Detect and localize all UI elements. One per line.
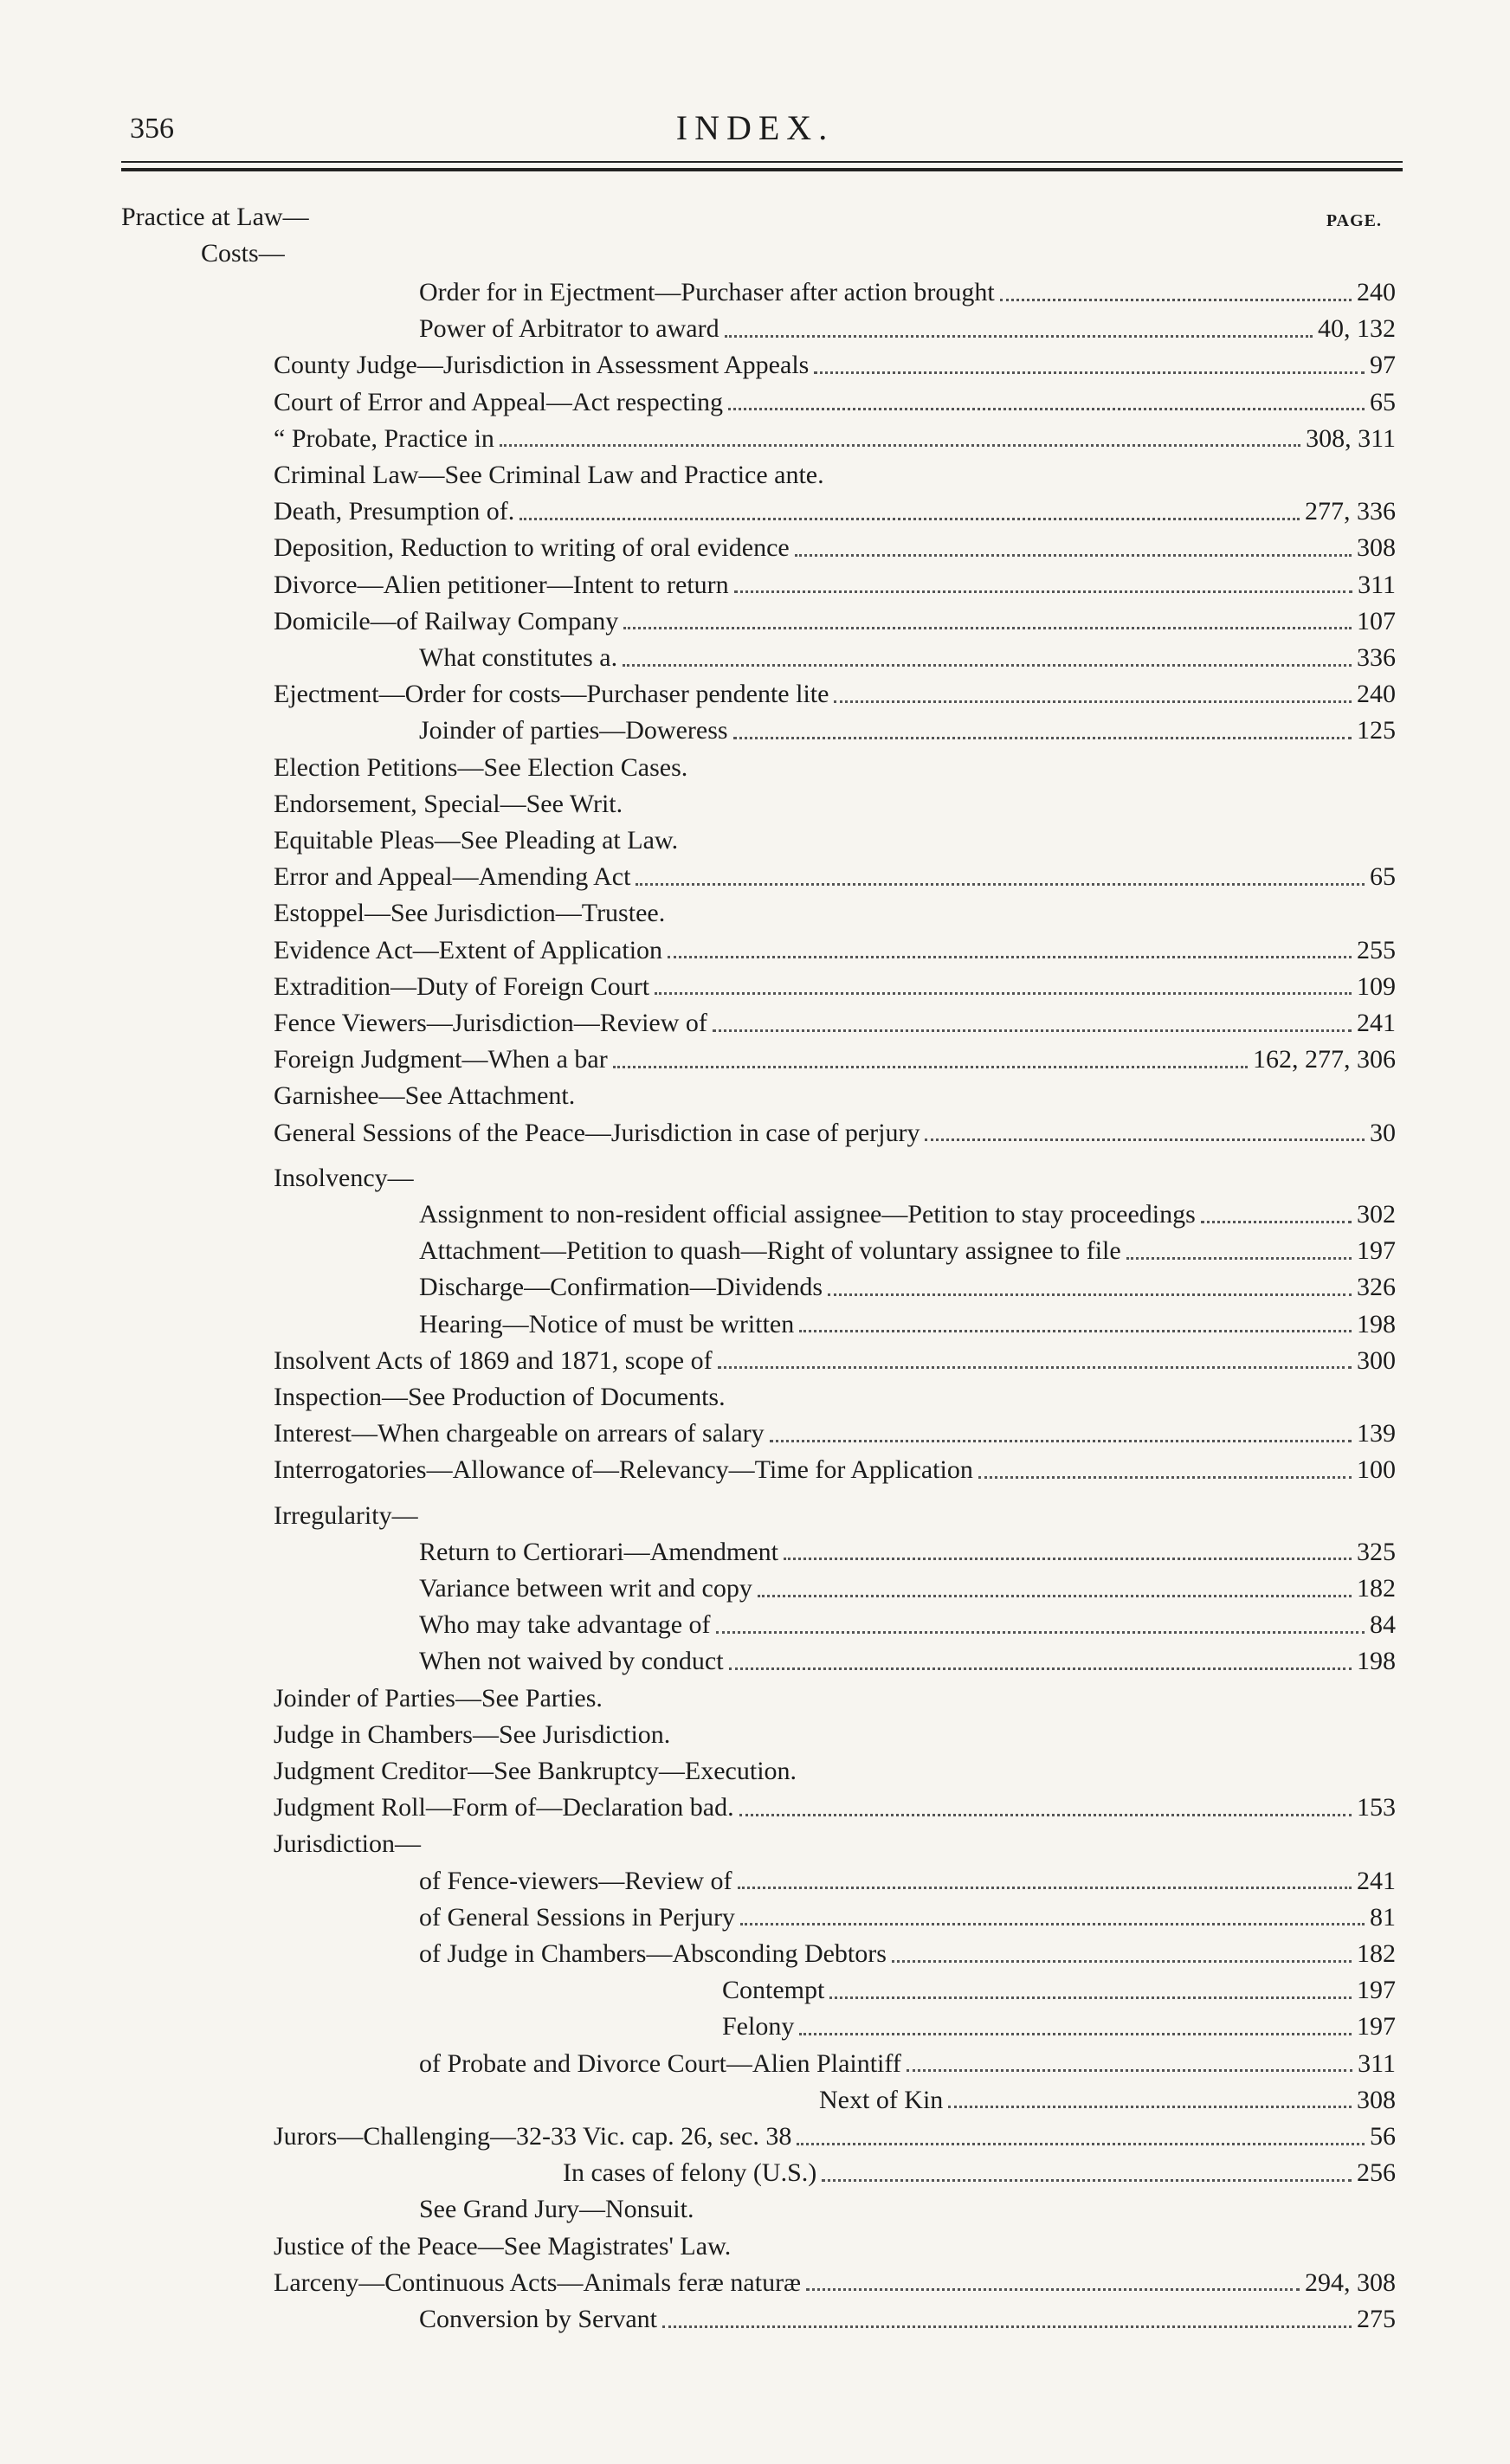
index-entry [563, 2156, 1396, 2190]
entry-text: See Grand Jury—Nonsuit. [419, 2195, 694, 2224]
entry-text: Judge in Chambers—See Jurisdiction. [274, 1719, 671, 1749]
entry-page: 84 [1370, 1610, 1396, 1640]
entry-page: 125 [1357, 716, 1396, 745]
entry-text: General Sessions of the Peace—Jurisdiction in case of perjury [274, 1118, 920, 1147]
sub-heading: Costs— [201, 239, 285, 268]
leader-dots [740, 1923, 1365, 1925]
index-entry [419, 1864, 1396, 1899]
index-entry [274, 385, 1396, 420]
leader-dots [978, 1476, 1352, 1479]
entry-text: “ Probate, Practice in [274, 423, 494, 453]
header-rule-thick [121, 168, 1403, 171]
leader-dots [713, 1029, 1352, 1032]
entry-text: County Judge—Jurisdiction in Assessment Appeals [274, 351, 810, 380]
entry-text: Foreign Judgment—When a bar [274, 1045, 608, 1074]
index-entry [419, 1571, 1396, 1606]
leader-dots [668, 956, 1352, 958]
entry-text: Error and Appeal—Amending Act [274, 862, 631, 892]
entry-page: 240 [1357, 680, 1396, 709]
entry-text: Irregularity— [274, 1500, 418, 1530]
index-entry [274, 1416, 1396, 1451]
entry-page: 182 [1357, 1574, 1396, 1603]
index-entry [419, 275, 1396, 310]
entry-text: Jurisdiction— [274, 1829, 421, 1859]
index-entry [274, 1161, 1396, 1196]
leader-dots [728, 408, 1365, 410]
leader-dots [948, 2106, 1352, 2108]
entry-text: Contempt [722, 1976, 825, 2005]
leader-dots [1000, 299, 1352, 301]
index-entry [419, 1937, 1396, 1971]
leader-dots [814, 371, 1365, 374]
index-entry [274, 1079, 1396, 1113]
entry-text: of Fence-viewers—Review of [419, 1866, 732, 1895]
index-entry [274, 1116, 1396, 1151]
leader-dots [519, 518, 1300, 520]
entry-text: Felony [722, 2012, 795, 2042]
entry-page: 197 [1357, 1236, 1396, 1266]
entry-page: 100 [1357, 1455, 1396, 1485]
entry-text: Endorsement, Special—See Writ. [274, 789, 623, 818]
entry-page: 300 [1357, 1345, 1396, 1375]
entry-text: Larceny—Continuous Acts—Animals feræ naturæ [274, 2267, 802, 2297]
index-entry [274, 1344, 1396, 1378]
index-entry [274, 933, 1396, 968]
leader-dots [799, 1330, 1352, 1332]
entry-text: Garnishee—See Attachment. [274, 1081, 576, 1111]
index-entry [274, 860, 1396, 894]
index-entry [274, 1754, 1396, 1789]
leader-dots [806, 2288, 1300, 2291]
index-entry [274, 1006, 1396, 1041]
index-entry [419, 1608, 1396, 1642]
index-entry [274, 1681, 1396, 1716]
index-entry [419, 1535, 1396, 1570]
leader-dots [834, 700, 1352, 703]
entry-page: 277, 336 [1305, 497, 1396, 526]
entry-page: 109 [1357, 971, 1396, 1001]
entry-page: 81 [1370, 1902, 1396, 1932]
index-entry [419, 2192, 1396, 2227]
entry-text: Jurors—Challenging—32-33 Vic. cap. 26, sec. 38 [274, 2122, 792, 2151]
entry-text: Fence Viewers—Jurisdiction—Review of [274, 1009, 707, 1037]
entry-page: 139 [1357, 1419, 1396, 1448]
entry-text: When not waived by conduct [419, 1647, 724, 1676]
index-entry [419, 1234, 1396, 1268]
index-entry [419, 641, 1396, 675]
entry-text: Insolvent Acts of 1869 and 1871, scope of [274, 1345, 713, 1375]
index-entry [419, 713, 1396, 748]
entry-page: 302 [1357, 1200, 1396, 1229]
index-entry [819, 2083, 1396, 2118]
entry-text: Conversion by Servant [419, 2305, 657, 2333]
entry-page: 198 [1357, 1309, 1396, 1338]
entry-page: 30 [1370, 1118, 1396, 1147]
entry-text: Estoppel—See Jurisdiction—Trustee. [274, 899, 666, 928]
entry-text: Interrogatories—Allowance of—Relevancy—Time for Application [274, 1455, 973, 1485]
entry-page: 325 [1357, 1537, 1396, 1566]
index-entry [274, 1499, 1396, 1533]
entry-text: Return to Certiorari—Amendment [419, 1537, 778, 1566]
entry-page: 255 [1357, 935, 1396, 964]
leader-dots [770, 1440, 1352, 1442]
index-entry [274, 458, 1396, 493]
entry-text: Domicile—of Railway Company [274, 606, 619, 635]
leader-dots [799, 2033, 1352, 2035]
entry-text: Equitable Pleas—See Pleading at Law. [274, 826, 679, 855]
leader-dots [716, 1631, 1365, 1634]
entry-page: 182 [1357, 1939, 1396, 1968]
entry-text: Judgment Creditor—See Bankruptcy—Execution. [274, 1757, 797, 1785]
leader-dots [733, 737, 1352, 739]
entry-text: Election Petitions—See Election Cases. [274, 752, 688, 782]
page-column-label: PAGE. [1326, 211, 1382, 230]
entry-text: Power of Arbitrator to award [419, 314, 720, 344]
entry-page: 311 [1358, 570, 1396, 599]
leader-dots [662, 2325, 1352, 2328]
leader-dots [797, 2143, 1365, 2145]
index-entry [274, 896, 1396, 931]
entry-page: 241 [1357, 1009, 1396, 1037]
index-entry [274, 751, 1396, 785]
entry-page: 241 [1357, 1866, 1396, 1895]
index-entry [722, 2009, 1396, 2044]
entry-text: of Judge in Chambers—Absconding Debtors [419, 1939, 887, 1968]
page-number: 356 [130, 113, 174, 145]
entry-text: Judgment Roll—Form of—Declaration bad. [274, 1793, 734, 1822]
entry-page: 308 [1357, 533, 1396, 563]
entry-page: 311 [1358, 2048, 1396, 2078]
index-entry [274, 1380, 1396, 1415]
entry-text: Evidence Act—Extent of Application [274, 935, 663, 964]
index-entry [274, 787, 1396, 822]
entry-text: Who may take advantage of [419, 1610, 711, 1640]
leader-dots [1126, 1257, 1352, 1260]
entry-page: 256 [1357, 2158, 1396, 2188]
entry-page: 336 [1357, 643, 1396, 672]
index-entry [274, 970, 1396, 1004]
header-rule-thin [121, 161, 1403, 163]
leader-dots [739, 1814, 1352, 1816]
leader-dots [892, 1960, 1352, 1963]
leader-dots [795, 554, 1352, 557]
entry-page: 65 [1370, 387, 1396, 416]
index-entry [274, 348, 1396, 383]
entry-page: 198 [1357, 1647, 1396, 1676]
leader-dots [623, 627, 1352, 629]
leader-dots [623, 664, 1352, 667]
index-entry [419, 1900, 1396, 1935]
entry-text: Hearing—Notice of must be written [419, 1309, 795, 1338]
index-entry [274, 1042, 1396, 1077]
entry-text: Assignment to non-resident official assignee—Petition to stay proceedings [419, 1200, 1196, 1229]
leader-dots [636, 883, 1365, 886]
index-entry [274, 2266, 1396, 2300]
index-entry [274, 604, 1396, 639]
leader-dots [1201, 1221, 1352, 1223]
entry-page: 56 [1370, 2122, 1396, 2151]
index-entry [419, 1270, 1396, 1305]
index-entry [419, 2302, 1396, 2337]
index-entry [274, 1827, 1396, 1861]
index-entry [419, 1644, 1396, 1679]
entry-page: 326 [1357, 1273, 1396, 1302]
leader-dots [784, 1558, 1352, 1560]
entry-text: Discharge—Confirmation—Dividends [419, 1273, 823, 1302]
entry-text: Criminal Law—See Criminal Law and Practice ante. [274, 461, 824, 489]
entry-page: 153 [1357, 1793, 1396, 1822]
entry-page: 107 [1357, 606, 1396, 635]
entry-text: of Probate and Divorce Court—Alien Plaintiff [419, 2048, 901, 2078]
leader-dots [738, 1887, 1352, 1889]
entry-text: Joinder of Parties—See Parties. [274, 1683, 603, 1713]
entry-text: of General Sessions in Perjury [419, 1902, 735, 1932]
index-entry [274, 2229, 1396, 2264]
entry-page: 197 [1357, 1976, 1396, 2005]
entry-text: Death, Presumption of. [274, 497, 515, 526]
index-entry [274, 677, 1396, 712]
leader-dots [828, 1293, 1352, 1296]
index-entry [274, 1453, 1396, 1487]
entry-text: Deposition, Reduction to writing of oral evidence [274, 533, 790, 563]
index-entry [274, 422, 1396, 456]
index-entry [274, 2119, 1396, 2154]
entry-text: In cases of felony (U.S.) [563, 2158, 817, 2188]
entry-page: 308 [1357, 2085, 1396, 2114]
index-entry [274, 1790, 1396, 1825]
leader-dots [729, 1667, 1352, 1670]
entry-page: 294, 308 [1305, 2267, 1396, 2297]
entry-text: Next of Kin [819, 2085, 944, 2114]
leader-dots [907, 2069, 1352, 2072]
leader-dots [925, 1138, 1365, 1141]
index-entry [419, 312, 1396, 346]
leader-dots [822, 2179, 1352, 2182]
entry-page: 275 [1357, 2305, 1396, 2333]
entry-page: 240 [1357, 278, 1396, 306]
entry-text: Extradition—Duty of Foreign Court [274, 971, 650, 1001]
leader-dots [725, 335, 1313, 338]
index-entry [274, 494, 1396, 529]
entry-text: Order for in Ejectment—Purchaser after action brought [419, 278, 995, 306]
index-entry [274, 1718, 1396, 1752]
entry-text: Attachment—Petition to quash—Right of voluntary assignee to file [419, 1236, 1121, 1266]
entry-page: 308, 311 [1306, 423, 1396, 453]
entry-page: 197 [1357, 2012, 1396, 2042]
index-entry [419, 1307, 1396, 1342]
index-entry [419, 1197, 1396, 1232]
leader-dots [734, 590, 1352, 593]
entry-text: Interest—When chargeable on arrears of salary [274, 1419, 765, 1448]
leader-dots [718, 1366, 1352, 1369]
leader-dots [758, 1595, 1352, 1597]
leader-dots [613, 1066, 1248, 1068]
leader-dots [829, 1996, 1352, 1999]
entry-text: Insolvency— [274, 1163, 414, 1192]
entry-text: Variance between writ and copy [419, 1574, 752, 1603]
running-head: INDEX. [675, 108, 835, 147]
index-entry [722, 1973, 1396, 2008]
entry-page: 65 [1370, 862, 1396, 892]
index-entry [274, 531, 1396, 565]
entry-text: Inspection—See Production of Documents. [274, 1383, 726, 1411]
index-entry [274, 823, 1396, 858]
entry-text: Divorce—Alien petitioner—Intent to return [274, 570, 729, 599]
index-entry [419, 2047, 1396, 2081]
leader-dots [655, 992, 1352, 995]
index-entry [274, 568, 1396, 603]
entry-text: What constitutes a. [419, 643, 618, 672]
entry-text: Court of Error and Appeal—Act respecting [274, 387, 724, 416]
section-heading: Practice at Law— [121, 203, 309, 231]
entry-page: 97 [1370, 351, 1396, 380]
entry-page: 40, 132 [1318, 314, 1396, 344]
entry-text: Justice of the Peace—See Magistrates' Law. [274, 2231, 732, 2261]
entry-text: Ejectment—Order for costs—Purchaser pendente lite [274, 680, 829, 709]
entry-text: Joinder of parties—Doweress [419, 716, 728, 745]
leader-dots [500, 444, 1300, 447]
entry-page: 162, 277, 306 [1253, 1045, 1396, 1074]
